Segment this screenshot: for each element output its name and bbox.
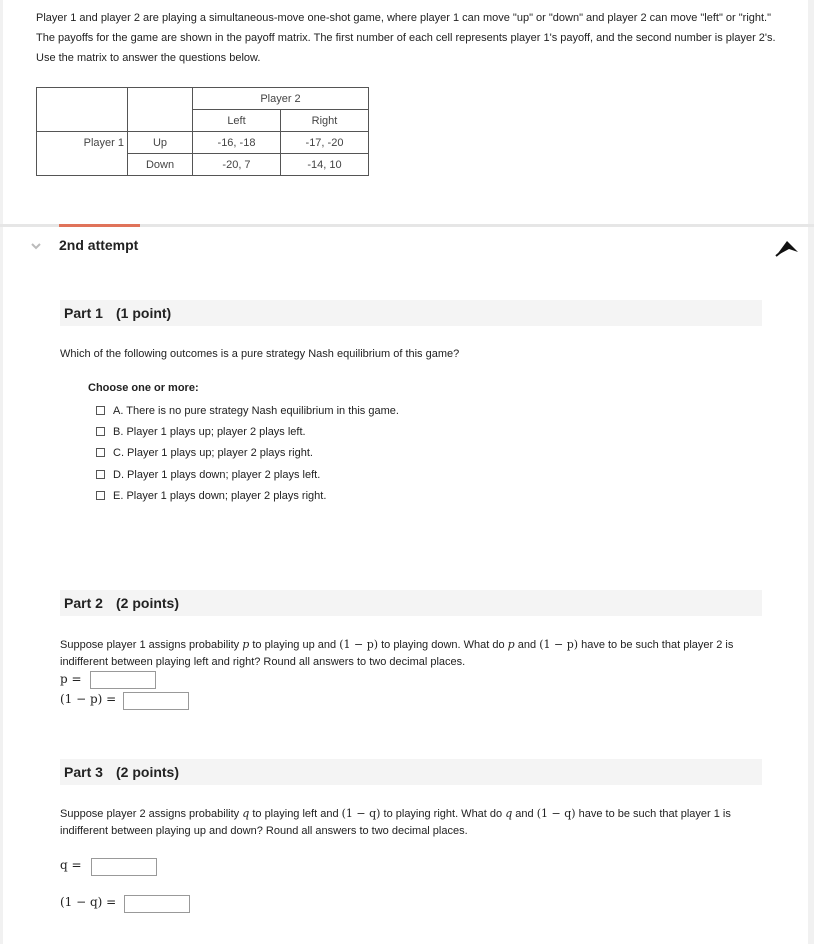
cell-up-right: -17, -20 — [281, 132, 369, 154]
one-minus-p-input[interactable] — [123, 692, 189, 710]
part3-question: Suppose player 2 assigns probability q to playing left and (1 − q) to playing right. What do q and (1 − q) have to be such that player 1 is indifferent between playing up and down? Round all answers to two decimal places. — [60, 807, 731, 837]
part2-header — [60, 590, 762, 616]
row-header-down: Down — [128, 154, 193, 176]
option-c-checkbox[interactable] — [96, 448, 105, 457]
row-header-up: Up — [128, 132, 193, 154]
part2-question: Suppose player 1 assigns probability p to playing up and (1 − p) to playing down. What do p and (1 − p) have to be such that player 2 is indifferent between playing left and right? Round all answers to two decimal places. — [60, 638, 734, 668]
option-b[interactable] — [96, 424, 306, 440]
q-input[interactable] — [91, 858, 157, 876]
p-label: p = — [60, 672, 82, 686]
cell-up-left: -16, -18 — [193, 132, 281, 154]
choose-label: Choose one or more: — [88, 382, 199, 394]
part3-label: Part 3 — [64, 764, 103, 780]
cell-down-left: -20, 7 — [193, 154, 281, 176]
one-minus-q-input[interactable] — [124, 895, 190, 913]
option-c-label[interactable]: C. Player 1 plays up; player 2 plays right. — [113, 447, 313, 459]
one-minus-q-label: (1 − q) = — [60, 895, 117, 909]
part3-points: (2 points) — [116, 764, 179, 780]
payoff-matrix — [36, 87, 369, 176]
one-minus-p-label: (1 − p) = — [60, 692, 117, 706]
option-e-checkbox[interactable] — [96, 491, 105, 500]
option-b-checkbox[interactable] — [96, 427, 105, 436]
pin-icon[interactable] — [774, 238, 800, 258]
option-b-label[interactable]: B. Player 1 plays up; player 2 plays left. — [113, 426, 306, 438]
option-d[interactable] — [96, 467, 320, 483]
option-d-label[interactable]: D. Player 1 plays down; player 2 plays left. — [113, 469, 321, 481]
row-player-label: Player 1 — [83, 136, 124, 149]
part1-points: (1 point) — [116, 305, 172, 321]
matrix-corner-2 — [128, 88, 193, 132]
part2-points: (2 points) — [116, 595, 179, 611]
option-d-checkbox[interactable] — [96, 470, 105, 479]
option-a[interactable] — [96, 403, 399, 419]
option-e[interactable] — [96, 488, 326, 504]
chevron-down-icon[interactable] — [30, 241, 42, 251]
attempt-accent-bar — [59, 224, 140, 227]
option-a-label[interactable]: A. There is no pure strategy Nash equilibrium in this game. — [113, 405, 399, 417]
part1-header — [60, 300, 762, 326]
option-c[interactable] — [96, 445, 313, 461]
part2-label: Part 2 — [64, 595, 103, 611]
col-player-label: Player 2 — [193, 88, 369, 110]
part3-header — [60, 759, 762, 785]
q-label: q = — [60, 858, 82, 872]
cell-down-right: -14, 10 — [281, 154, 369, 176]
col-header-right: Right — [281, 110, 369, 132]
col-header-left: Left — [193, 110, 281, 132]
intro-text: Player 1 and player 2 are playing a simultaneous-move one-shot game, where player 1 can move "up" or "down" and player 2 can move "left" or "right." The payoffs for the game are shown in the payoff matrix. The first number of each cell represents player 1's payoff, and the second number is player 2's. Use the matrix to answer the questions below. — [36, 12, 776, 64]
matrix-corner — [37, 88, 128, 132]
p-input[interactable] — [90, 671, 156, 689]
attempt-title: 2nd attempt — [59, 237, 139, 253]
part1-question: Which of the following outcomes is a pure strategy Nash equilibrium of this game? — [60, 348, 460, 360]
part1-label: Part 1 — [64, 305, 103, 321]
option-a-checkbox[interactable] — [96, 406, 105, 415]
option-e-label[interactable]: E. Player 1 plays down; player 2 plays right. — [113, 490, 327, 502]
